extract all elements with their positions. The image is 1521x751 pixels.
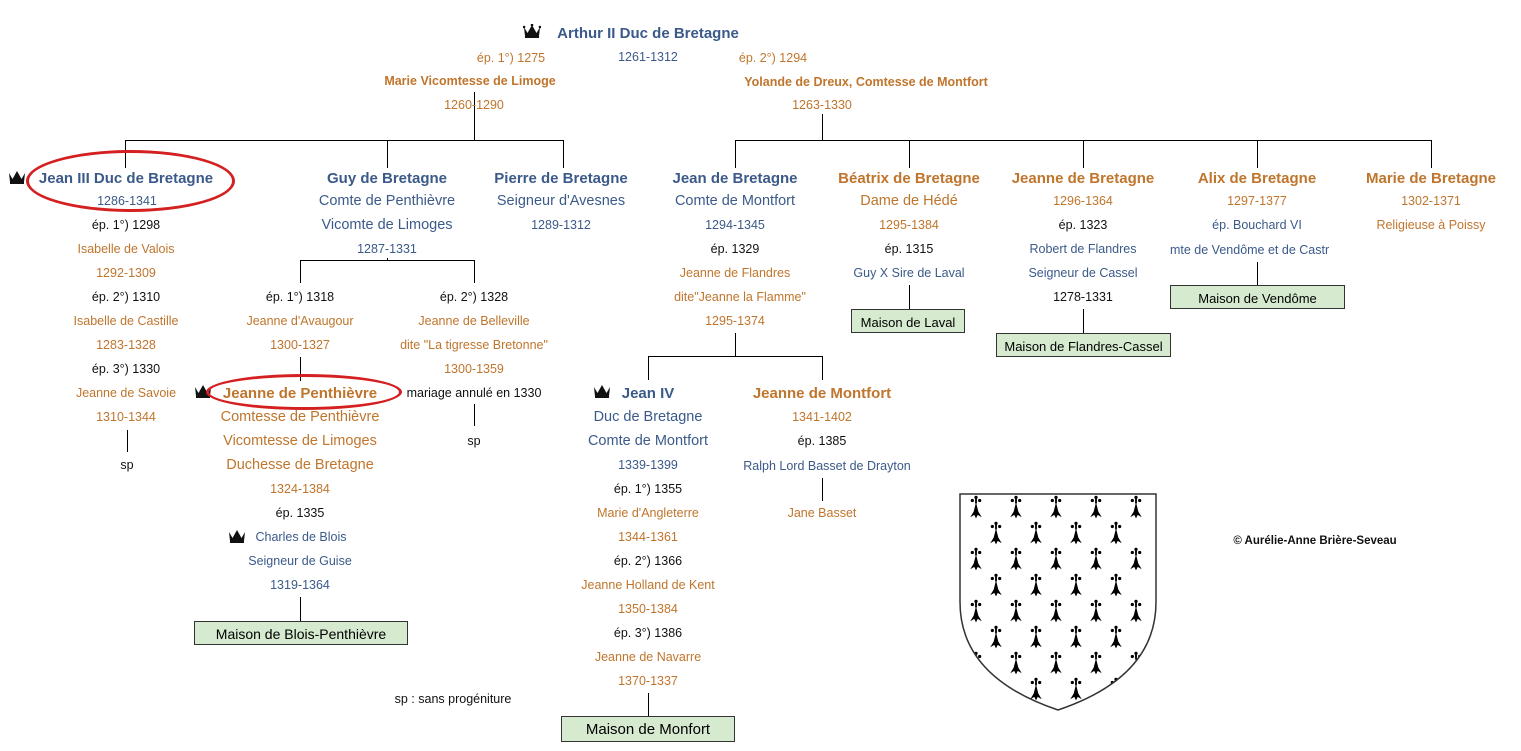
marriage2-dates: 1263-1330 bbox=[792, 98, 852, 112]
guy-sp: sp bbox=[467, 434, 481, 448]
ermine-spot-icon bbox=[1070, 626, 1082, 649]
jeanneM-name: Jeanne de Montfort bbox=[752, 385, 892, 402]
ermine-spot-icon bbox=[1130, 496, 1142, 519]
ermine-spot-icon bbox=[1050, 548, 1062, 571]
ermine-spot-icon bbox=[1050, 600, 1062, 623]
jeanneM-m: ép. 1385 bbox=[797, 434, 847, 448]
jeanneM-child: Jane Basset bbox=[787, 506, 857, 520]
ermine-spot-icon bbox=[1130, 548, 1142, 571]
jean4-s1d: 1344-1361 bbox=[618, 530, 678, 544]
marriage2-spouse: Yolande de Dreux, Comtesse de Montfort bbox=[744, 75, 988, 89]
house-box-laval: Maison de Laval bbox=[851, 309, 965, 333]
connector bbox=[648, 693, 649, 717]
pierre-dates: 1289-1312 bbox=[531, 218, 591, 232]
ermine-shield-icon bbox=[958, 492, 1158, 712]
house-box-vendome: Maison de Vendôme bbox=[1170, 285, 1345, 309]
ermine-spot-icon bbox=[1110, 574, 1122, 597]
connector bbox=[1257, 262, 1258, 286]
jean3-s1: Isabelle de Valois bbox=[77, 242, 175, 256]
ermine-spot-icon bbox=[1130, 600, 1142, 623]
legend-text: sp : sans progéniture bbox=[394, 692, 512, 706]
pierre-title: Seigneur d'Avesnes bbox=[496, 193, 626, 209]
jean3-s3: Jeanne de Savoie bbox=[75, 386, 177, 400]
jean4-s1: Marie d'Angleterre bbox=[597, 506, 699, 520]
connector bbox=[125, 140, 563, 141]
jean4-title1: Duc de Bretagne bbox=[593, 409, 703, 425]
alix-spouse-title-clip bbox=[1170, 241, 1344, 259]
alix-name: Alix de Bretagne bbox=[1197, 170, 1317, 187]
connector bbox=[300, 260, 301, 283]
beatrix-name: Béatrix de Bretagne bbox=[838, 170, 980, 187]
connector bbox=[1083, 309, 1084, 334]
jean3-m1: ép. 1°) 1298 bbox=[91, 218, 161, 232]
ermine-spot-icon bbox=[1010, 652, 1022, 675]
jeanM-name: Jean de Bretagne bbox=[672, 170, 798, 187]
jeanM-dates: 1294-1345 bbox=[705, 218, 765, 232]
jean3-sp: sp bbox=[120, 458, 134, 472]
ermine-spot-icon bbox=[1070, 522, 1082, 545]
guy-title2: Vicomte de Limoges bbox=[321, 217, 453, 233]
jeanneB-dates: 1296-1364 bbox=[1053, 194, 1113, 208]
guy-dates: 1287-1331 bbox=[357, 242, 417, 256]
guy-s2b: dite "La tigresse Bretonne" bbox=[400, 338, 548, 352]
beatrix-spouse: Guy X Sire de Laval bbox=[853, 266, 965, 280]
marriage2-label: ép. 2°) 1294 bbox=[738, 51, 808, 65]
connector bbox=[822, 356, 823, 380]
jeanM-spouse-b: dite"Jeanne la Flamme" bbox=[674, 290, 806, 304]
beatrix-m: ép. 1315 bbox=[884, 242, 934, 256]
marie-dates: 1302-1371 bbox=[1401, 194, 1461, 208]
ermine-spot-icon bbox=[1010, 600, 1022, 623]
pierre-name: Pierre de Bretagne bbox=[494, 170, 628, 187]
guy-s1d: 1300-1327 bbox=[270, 338, 330, 352]
crown-icon bbox=[523, 24, 541, 38]
jean4-s3: Jeanne de Navarre bbox=[594, 650, 702, 664]
jeanneP-title2: Vicomtesse de Limoges bbox=[223, 433, 377, 449]
ermine-spot-icon bbox=[1090, 652, 1102, 675]
connector bbox=[387, 140, 388, 168]
connector bbox=[909, 140, 910, 168]
connector bbox=[735, 140, 736, 168]
jean4-m2: ép. 2°) 1366 bbox=[613, 554, 683, 568]
guy-name: Guy de Bretagne bbox=[326, 170, 448, 187]
highlight-circle bbox=[206, 374, 402, 410]
root-name: Arthur II Duc de Bretagne bbox=[557, 25, 739, 42]
ermine-spot-icon bbox=[1010, 496, 1022, 519]
jean4-s2: Jeanne Holland de Kent bbox=[581, 578, 715, 592]
jean3-name: Jean III Duc de Bretagne bbox=[38, 170, 214, 187]
ermine-spot-icon bbox=[1110, 522, 1122, 545]
jeanneP-m: ép. 1335 bbox=[275, 506, 325, 520]
jean4-title2: Comte de Montfort bbox=[587, 433, 709, 449]
jeanM-spouse: Jeanne de Flandres bbox=[679, 266, 791, 280]
ermine-spot-icon bbox=[1110, 626, 1122, 649]
ermine-spot-icon bbox=[970, 548, 982, 571]
crown-icon bbox=[228, 529, 246, 543]
jeanneB-spouse-title: Seigneur de Cassel bbox=[1028, 266, 1138, 280]
connector bbox=[1257, 140, 1258, 168]
marriage1-label: ép. 1°) 1275 bbox=[476, 51, 546, 65]
jean3-s2: Isabelle de Castille bbox=[73, 314, 179, 328]
alix-dates: 1297-1377 bbox=[1227, 194, 1287, 208]
connector bbox=[300, 597, 301, 622]
connector bbox=[127, 430, 128, 452]
connector bbox=[300, 260, 475, 261]
ermine-spot-icon bbox=[990, 574, 1002, 597]
marie-name: Marie de Bretagne bbox=[1365, 170, 1497, 187]
ermine-spot-icon bbox=[990, 626, 1002, 649]
jean3-s3d: 1310-1344 bbox=[96, 410, 156, 424]
jeanneP-spouse-dates: 1319-1364 bbox=[270, 578, 330, 592]
ermine-spot-icon bbox=[1090, 548, 1102, 571]
connector bbox=[822, 478, 823, 501]
house-box-montfort: Maison de Monfort bbox=[561, 716, 735, 742]
connector bbox=[1083, 140, 1084, 168]
connector bbox=[822, 114, 823, 141]
jean3-dates: 1286-1341 bbox=[97, 194, 157, 208]
ermine-spot-icon bbox=[1050, 496, 1062, 519]
marie-title: Religieuse à Poissy bbox=[1376, 218, 1486, 232]
jeanneP-spouse: Charles de Blois bbox=[255, 530, 347, 544]
jean4-m1: ép. 1°) 1355 bbox=[613, 482, 683, 496]
jeanneP-spouse-title: Seigneur de Guise bbox=[248, 554, 352, 568]
marriage1-dates: 1260-1290 bbox=[444, 98, 504, 112]
house-box-flandres-cassel: Maison de Flandres-Cassel bbox=[996, 333, 1171, 357]
jeanneM-dates: 1341-1402 bbox=[792, 410, 852, 424]
guy-s2: Jeanne de Belleville bbox=[418, 314, 530, 328]
beatrix-title: Dame de Hédé bbox=[860, 193, 958, 209]
jeanneB-name: Jeanne de Bretagne bbox=[1011, 170, 1155, 187]
house-box-blois-penthievre: Maison de Blois-Penthièvre bbox=[194, 621, 408, 645]
jean4-dates: 1339-1399 bbox=[618, 458, 678, 472]
ermine-spot-icon bbox=[990, 522, 1002, 545]
copyright-text: © Aurélie-Anne Brière-Seveau bbox=[1233, 535, 1397, 547]
connector bbox=[735, 333, 736, 356]
ermine-spot-icon bbox=[1030, 574, 1042, 597]
crown-icon bbox=[593, 384, 611, 398]
ermine-spot-icon bbox=[1030, 626, 1042, 649]
jeanM-spouse-dates: 1295-1374 bbox=[705, 314, 765, 328]
jeanneB-spouse-dates: 1278-1331 bbox=[1053, 290, 1113, 304]
jeanneP-title3: Duchesse de Bretagne bbox=[226, 457, 374, 473]
ermine-spot-icon bbox=[970, 600, 982, 623]
guy-annul: mariage annulé en 1330 bbox=[406, 386, 542, 400]
jeanneB-spouse: Robert de Flandres bbox=[1029, 242, 1137, 256]
guy-m2: ép. 2°) 1328 bbox=[439, 290, 509, 304]
guy-m1: ép. 1°) 1318 bbox=[265, 290, 335, 304]
jeanneP-name: Jeanne de Penthièvre bbox=[222, 385, 378, 402]
marriage1-spouse: Marie Vicomtesse de Limoge bbox=[384, 74, 556, 88]
connector bbox=[474, 404, 475, 426]
ermine-spot-icon bbox=[1090, 600, 1102, 623]
root-dates: 1261-1312 bbox=[618, 50, 678, 64]
connector bbox=[909, 285, 910, 310]
ermine-spot-icon bbox=[1090, 496, 1102, 519]
connector bbox=[648, 356, 649, 380]
jean4-s2d: 1350-1384 bbox=[618, 602, 678, 616]
jeanM-title: Comte de Montfort bbox=[674, 193, 796, 209]
jean3-s1d: 1292-1309 bbox=[96, 266, 156, 280]
jeanneP-title1: Comtesse de Penthièvre bbox=[220, 409, 380, 425]
jeanM-m: ép. 1329 bbox=[710, 242, 760, 256]
ermine-spot-icon bbox=[1070, 574, 1082, 597]
ermine-spot-icon bbox=[970, 496, 982, 519]
jean4-m3: ép. 3°) 1386 bbox=[613, 626, 683, 640]
jean3-s2d: 1283-1328 bbox=[96, 338, 156, 352]
beatrix-dates: 1295-1384 bbox=[879, 218, 939, 232]
ermine-spot-icon bbox=[1070, 678, 1082, 701]
ermine-spot-icon bbox=[1010, 548, 1022, 571]
ermine-spot-icon bbox=[1030, 678, 1042, 701]
guy-s2d: 1300-1359 bbox=[444, 362, 504, 376]
connector bbox=[1431, 140, 1432, 168]
ermine-spot-icon bbox=[1030, 522, 1042, 545]
connector bbox=[648, 356, 823, 357]
guy-s1: Jeanne d'Avaugour bbox=[246, 314, 354, 328]
jeanneM-spouse: Ralph Lord Basset de Drayton bbox=[743, 459, 911, 473]
crown-icon bbox=[8, 170, 26, 184]
jeanneP-dates: 1324-1384 bbox=[270, 482, 330, 496]
ermine-spot-icon bbox=[1050, 652, 1062, 675]
alix-m: ép. Bouchard VI bbox=[1212, 218, 1302, 232]
guy-title1: Comte de Penthièvre bbox=[318, 193, 456, 209]
connector bbox=[474, 260, 475, 283]
jean4-s3d: 1370-1337 bbox=[618, 674, 678, 688]
jean3-m2: ép. 2°) 1310 bbox=[91, 290, 161, 304]
connector bbox=[563, 140, 564, 168]
jean4-name: Jean IV bbox=[621, 385, 675, 402]
alix-spouse-title: mte de Vendôme et de Castr bbox=[1170, 243, 1330, 257]
jean3-m3: ép. 3°) 1330 bbox=[91, 362, 161, 376]
jeanneB-m: ép. 1323 bbox=[1058, 218, 1108, 232]
